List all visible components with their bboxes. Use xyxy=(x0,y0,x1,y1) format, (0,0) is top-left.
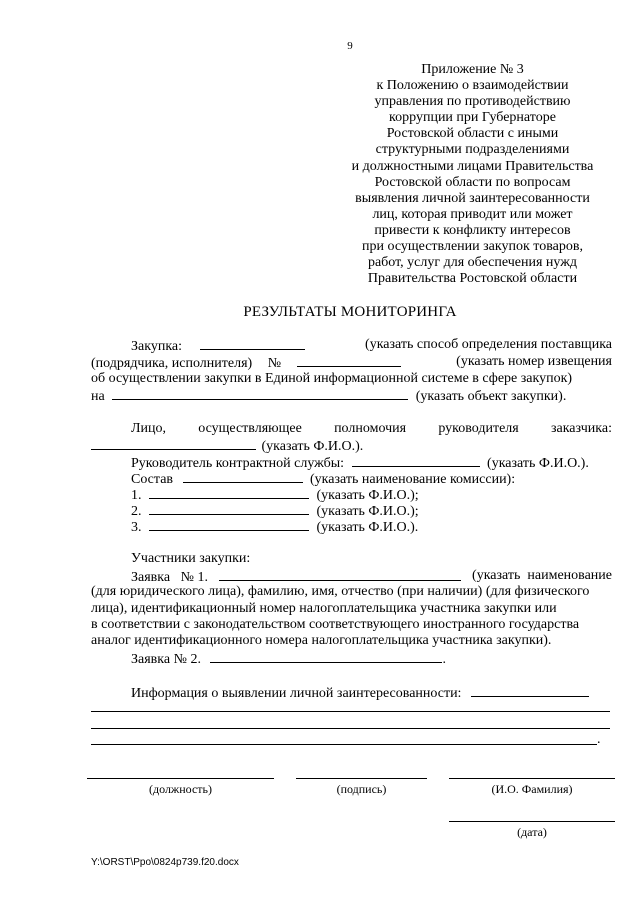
bid-2-line xyxy=(131,650,446,668)
info-label: Информация о выявлении личной заинтересованности: xyxy=(131,686,462,701)
bid-1-hint: (указать наименование xyxy=(472,568,612,583)
participants-label: Участники закупки: xyxy=(131,551,251,566)
customer-fio-blank[interactable] xyxy=(91,437,256,450)
customer-word: полномочия xyxy=(334,421,407,436)
signature-caption: (подпись) xyxy=(336,782,387,796)
member-hint: (указать Ф.И.О.); xyxy=(316,504,419,519)
procurement-label: Закупка: xyxy=(131,339,183,354)
number-sign: № xyxy=(267,356,282,371)
position-line[interactable] xyxy=(87,778,274,779)
participants-text-line: (для юридического лица), фамилию, имя, отчество (при наличии) (для физического xyxy=(91,584,590,599)
participants-text-line: лица), идентификационный номер налогоплательщика участника закупки или xyxy=(91,601,557,616)
procurement-method-blank[interactable] xyxy=(200,337,305,350)
appendix-line: при осуществлении закупок товаров, xyxy=(362,239,583,255)
info-period: . xyxy=(597,732,601,747)
appendix-line: лиц, которая приводит или может xyxy=(372,206,573,222)
appendix-line: выявления личной заинтересованности xyxy=(355,190,590,206)
customer-word: заказчика: xyxy=(550,421,612,436)
contract-head-label: Руководитель контрактной службы: xyxy=(131,456,345,471)
participants-text-line: в соответствии с законодательством соответствующего иностранного государства xyxy=(91,617,580,632)
procurement-line-1 xyxy=(91,337,612,355)
contract-head-blank[interactable] xyxy=(352,454,480,467)
info-blank-line[interactable] xyxy=(91,744,597,745)
bid-1-blank[interactable] xyxy=(219,568,461,581)
bid-2-period: . xyxy=(442,652,446,667)
customer-fio-hint: (указать Ф.И.О.). xyxy=(261,439,364,454)
procurement-line-4 xyxy=(91,387,612,405)
customer-word: Лицо, xyxy=(131,421,166,436)
name-line[interactable] xyxy=(449,778,615,779)
composition-label: Состав xyxy=(131,472,174,487)
procurement-object-blank[interactable] xyxy=(112,387,408,400)
participants-text-line: аналог идентификационного номера налогоплательщика участника закупки). xyxy=(91,633,552,648)
bid-2-label: Заявка № 2. xyxy=(131,652,201,667)
bid-2-blank[interactable] xyxy=(210,650,442,663)
appendix-line: управления по противодействию xyxy=(374,94,571,110)
procurement-line-2 xyxy=(91,354,612,372)
appendix-line: Приложение № 3 xyxy=(421,62,524,77)
appendix-line: работ, услуг для обеспечения нужд xyxy=(367,255,578,271)
member-line xyxy=(131,518,418,536)
procurement-notice-hint-2: об осуществлении закупки в Единой информационной системе в сфере закупок) xyxy=(91,371,573,386)
appendix-line: Правительства Ростовской области xyxy=(367,271,578,287)
appendix-header xyxy=(330,62,615,287)
composition-hint: (указать наименование комиссии): xyxy=(310,472,516,487)
appendix-line: Ростовской области по вопросам xyxy=(374,174,571,190)
member-number: 2. xyxy=(131,504,142,519)
procurement-line-3 xyxy=(91,371,612,387)
date-line[interactable] xyxy=(449,821,615,822)
date-caption: (дата) xyxy=(517,825,547,839)
contract-head-hint: (указать Ф.И.О.). xyxy=(487,456,589,471)
appendix-line: Ростовской области с иными xyxy=(386,126,559,142)
position-caption: (должность) xyxy=(149,782,212,796)
bid-1-label: Заявка № 1. xyxy=(131,570,208,585)
info-blank-line[interactable] xyxy=(91,728,610,729)
procurement-method-hint: (указать способ определения поставщика xyxy=(365,337,612,352)
document-title: РЕЗУЛЬТАТЫ МОНИТОРИНГА xyxy=(243,304,457,320)
appendix-line: привести к конфликту интересов xyxy=(374,222,571,238)
member-blank[interactable] xyxy=(149,502,309,515)
member-hint: (указать Ф.И.О.). xyxy=(316,520,419,535)
appendix-line: структурными подразделениями xyxy=(375,142,570,158)
customer-word: осуществляющее xyxy=(198,421,302,436)
info-blank[interactable] xyxy=(471,684,589,697)
procurement-notice-hint: (указать номер извещения xyxy=(456,354,612,369)
member-blank[interactable] xyxy=(149,518,309,531)
procurement-object-hint: (указать объект закупки). xyxy=(415,389,567,404)
composition-blank[interactable] xyxy=(183,470,303,483)
member-number: 1. xyxy=(131,488,142,503)
member-number: 3. xyxy=(131,520,142,535)
procurement-notice-blank[interactable] xyxy=(297,354,401,367)
customer-line-2 xyxy=(91,437,363,455)
member-blank[interactable] xyxy=(149,486,309,499)
appendix-line: коррупции при Губернаторе xyxy=(389,110,556,126)
customer-word: руководителя xyxy=(438,421,519,436)
member-hint: (указать Ф.И.О.); xyxy=(316,488,419,503)
page-number: 9 xyxy=(347,40,353,52)
procurement-method-hint-2: (подрядчика, исполнителя) xyxy=(91,356,253,371)
info-blank-line[interactable] xyxy=(91,711,610,712)
signature-line[interactable] xyxy=(296,778,427,779)
appendix-line: и должностными лицами Правительства xyxy=(351,158,594,174)
appendix-line: к Положению о взаимодействии xyxy=(376,78,569,94)
file-path: Y:\ORST\Ppo\0824p739.f20.docx xyxy=(91,857,239,868)
procurement-on-label: на xyxy=(91,389,105,404)
customer-line-1 xyxy=(131,421,612,437)
name-caption: (И.О. Фамилия) xyxy=(491,782,573,796)
info-line xyxy=(131,684,589,702)
